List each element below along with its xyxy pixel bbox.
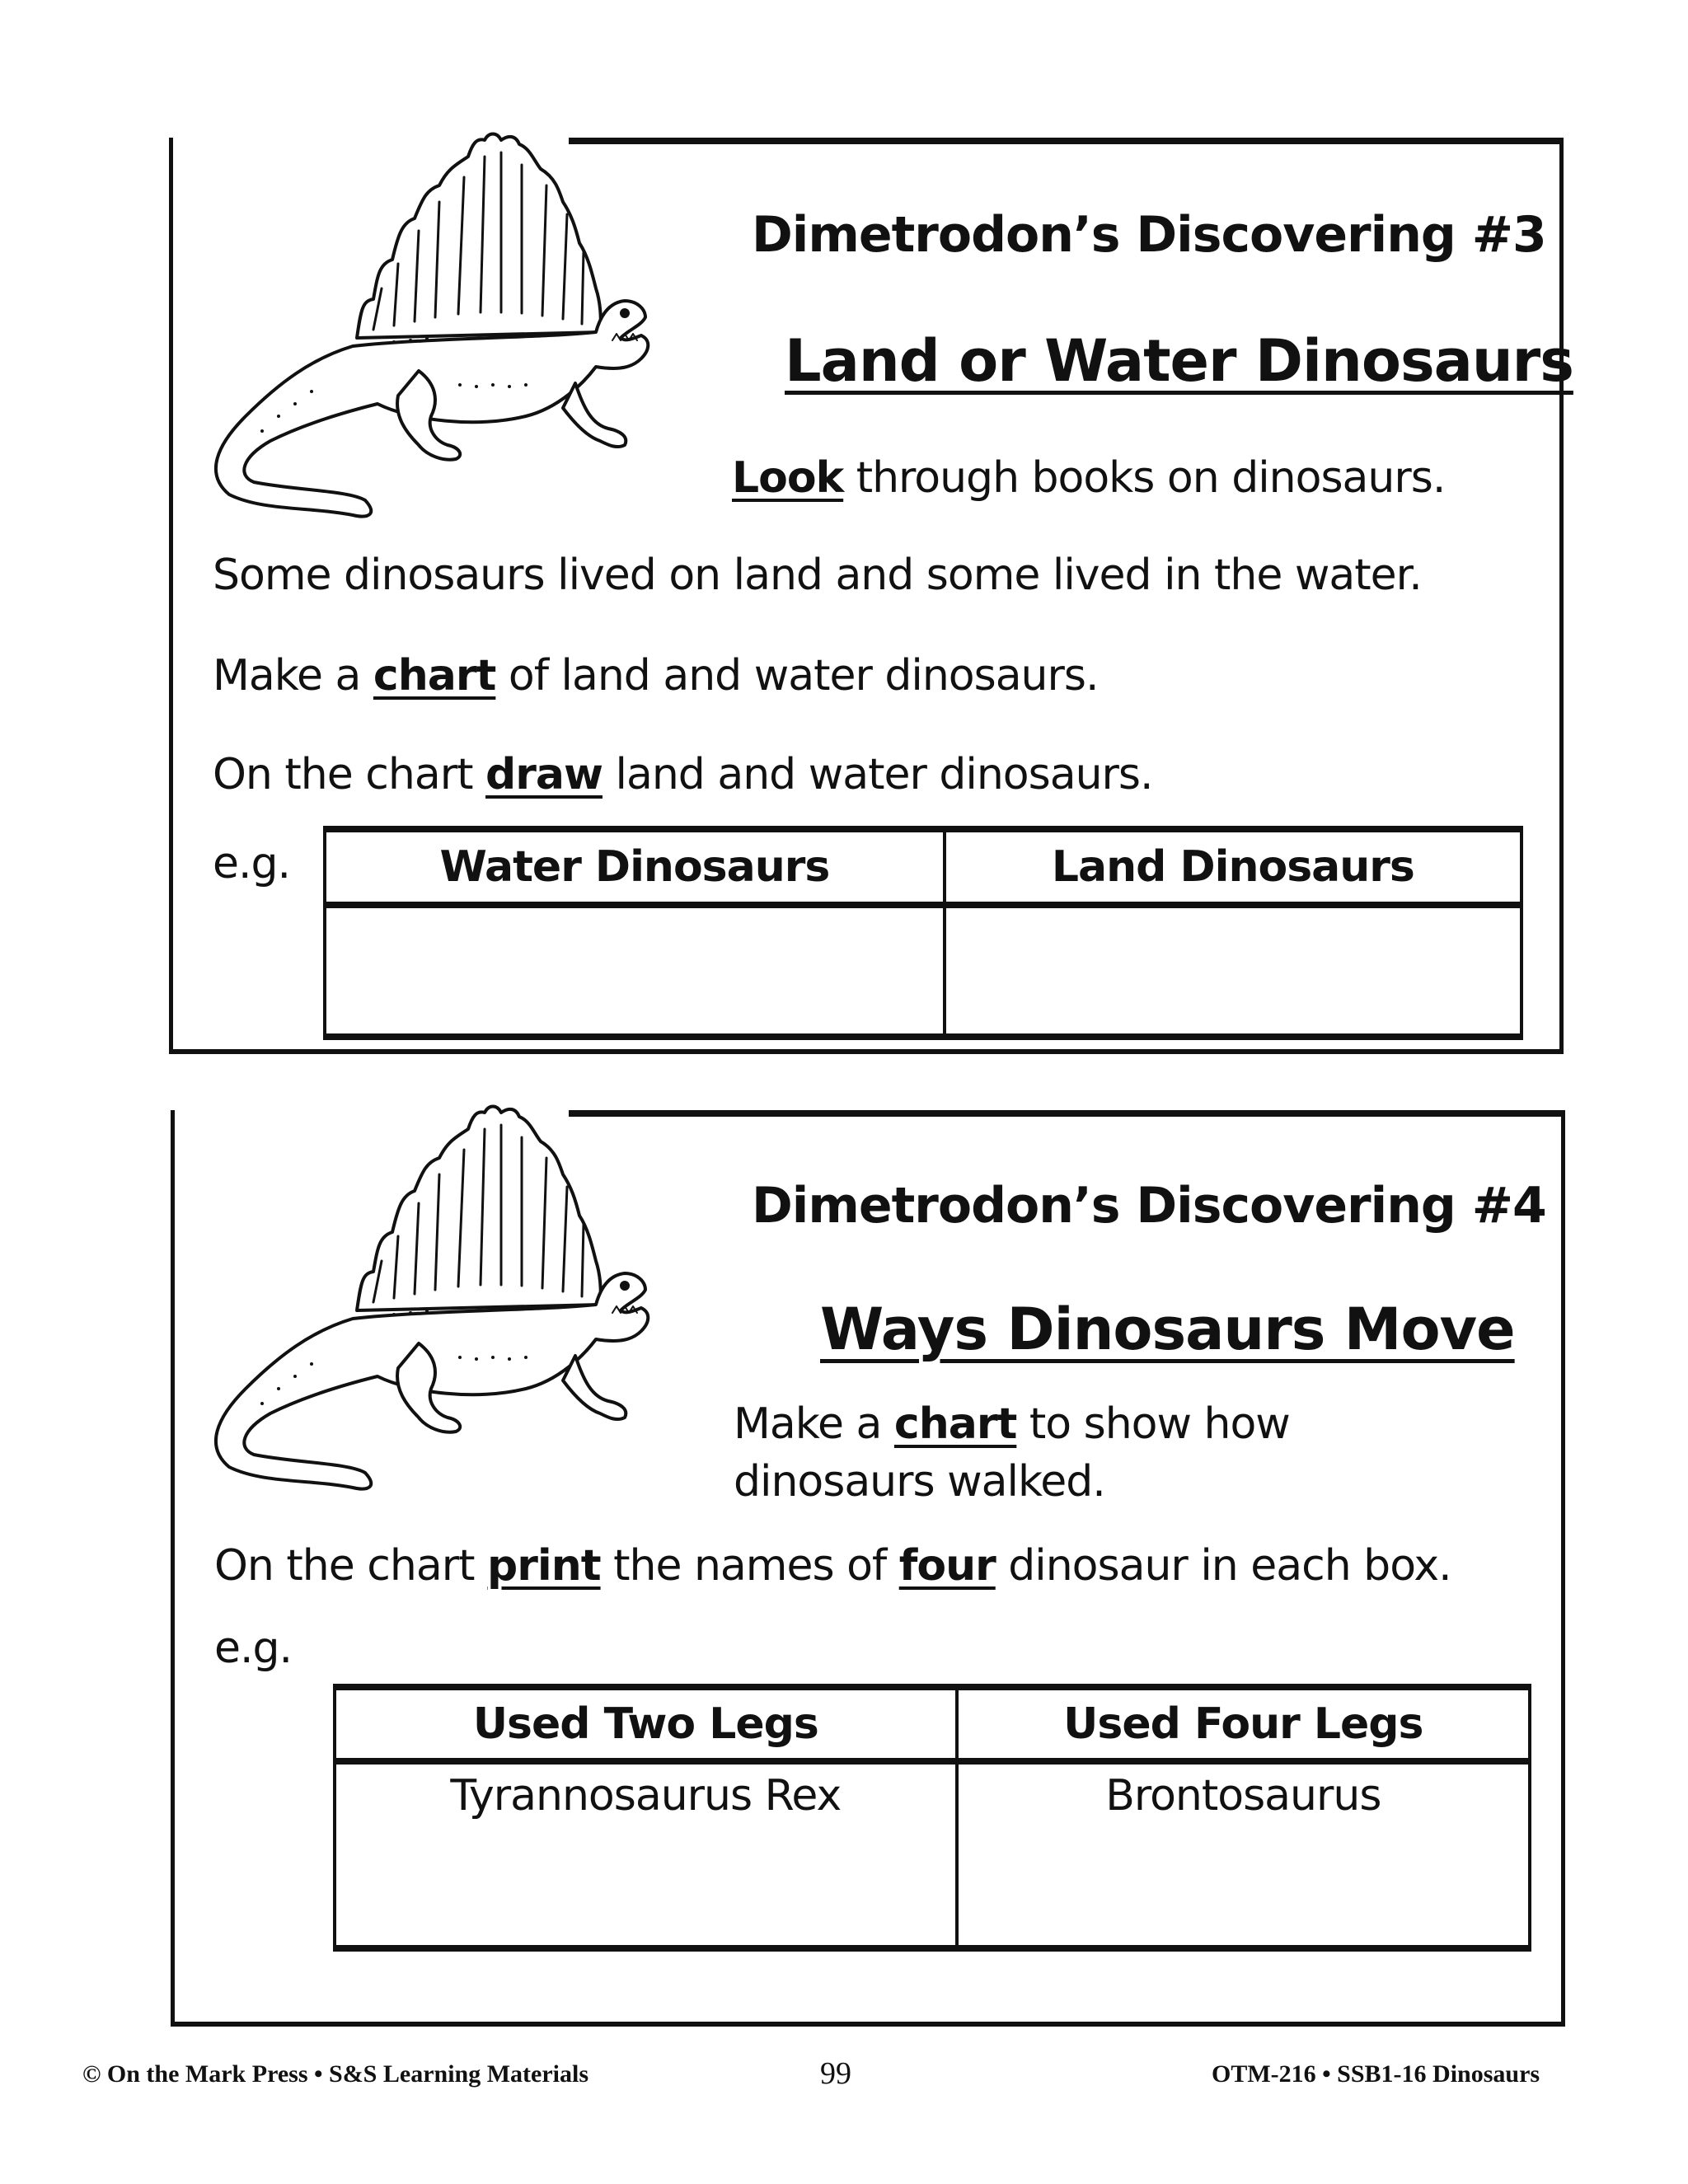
footer-product-code: OTM-216 • SSB1-16 Dinosaurs	[1212, 2060, 1540, 2088]
card-3-subtitle: Land or Water Dinosaurs	[785, 327, 1573, 395]
cell-land-dinosaurs[interactable]	[945, 905, 1522, 1037]
instruction-text: of land and water dinosaurs.	[495, 651, 1099, 701]
keyword-print: print	[487, 1541, 601, 1591]
table-row	[335, 1761, 1530, 1948]
keyword-chart: chart	[373, 651, 496, 701]
card-4-subtitle: Ways Dinosaurs Move	[820, 1296, 1515, 1363]
footer-copyright: © On the Mark Press • S&S Learning Materials	[82, 2060, 588, 2088]
instruction-text: the names of	[600, 1541, 899, 1591]
chart-header-row	[335, 1687, 1530, 1761]
instruction-walked: dinosaurs walked.	[734, 1457, 1105, 1507]
instruction-print	[214, 1541, 1451, 1591]
keyword-look: Look	[732, 453, 844, 503]
dinosaur-legs-chart	[333, 1684, 1531, 1952]
chart-header-row	[325, 829, 1522, 905]
instruction-text: dinosaur in each box.	[995, 1541, 1451, 1591]
instruction-some: Some dinosaurs lived on land and some lived in the water.	[213, 551, 1422, 600]
eg-label: e.g.	[213, 839, 291, 888]
instruction-make-chart	[213, 651, 1099, 701]
instruction-make-chart	[734, 1399, 1290, 1449]
instruction-text: On the chart	[213, 750, 485, 799]
cell-water-dinosaurs[interactable]	[325, 905, 945, 1037]
header-land-dinosaurs: Land Dinosaurs	[945, 829, 1522, 905]
cell-four-legs[interactable]: Brontosaurus	[957, 1761, 1530, 1948]
eg-label: e.g.	[214, 1624, 293, 1673]
instruction-text: land and water dinosaurs.	[603, 750, 1153, 799]
land-water-chart	[323, 826, 1523, 1040]
dimetrodon-illustration-icon	[147, 120, 806, 523]
instruction-text: Make a	[213, 651, 373, 701]
instruction-text: On the chart	[214, 1541, 487, 1591]
header-used-two-legs: Used Two Legs	[335, 1687, 957, 1761]
instruction-look	[732, 453, 1445, 503]
header-used-four-legs: Used Four Legs	[957, 1687, 1530, 1761]
instruction-text: to show how	[1016, 1399, 1290, 1449]
keyword-draw: draw	[485, 750, 603, 799]
table-row	[325, 905, 1522, 1037]
header-water-dinosaurs: Water Dinosaurs	[325, 829, 945, 905]
cell-two-legs[interactable]: Tyrannosaurus Rex	[335, 1761, 957, 1948]
keyword-chart: chart	[893, 1399, 1017, 1449]
page-number: 99	[820, 2056, 851, 2091]
keyword-four: four	[898, 1541, 996, 1591]
card-4-title: Dimetrodon’s Discovering #4	[752, 1177, 1546, 1235]
instruction-draw	[213, 750, 1153, 799]
instruction-text: Make a	[734, 1399, 894, 1449]
instruction-text: through books on dinosaurs.	[843, 453, 1446, 503]
card-3-title: Dimetrodon’s Discovering #3	[752, 206, 1546, 264]
dimetrodon-illustration-icon	[147, 1092, 806, 1496]
